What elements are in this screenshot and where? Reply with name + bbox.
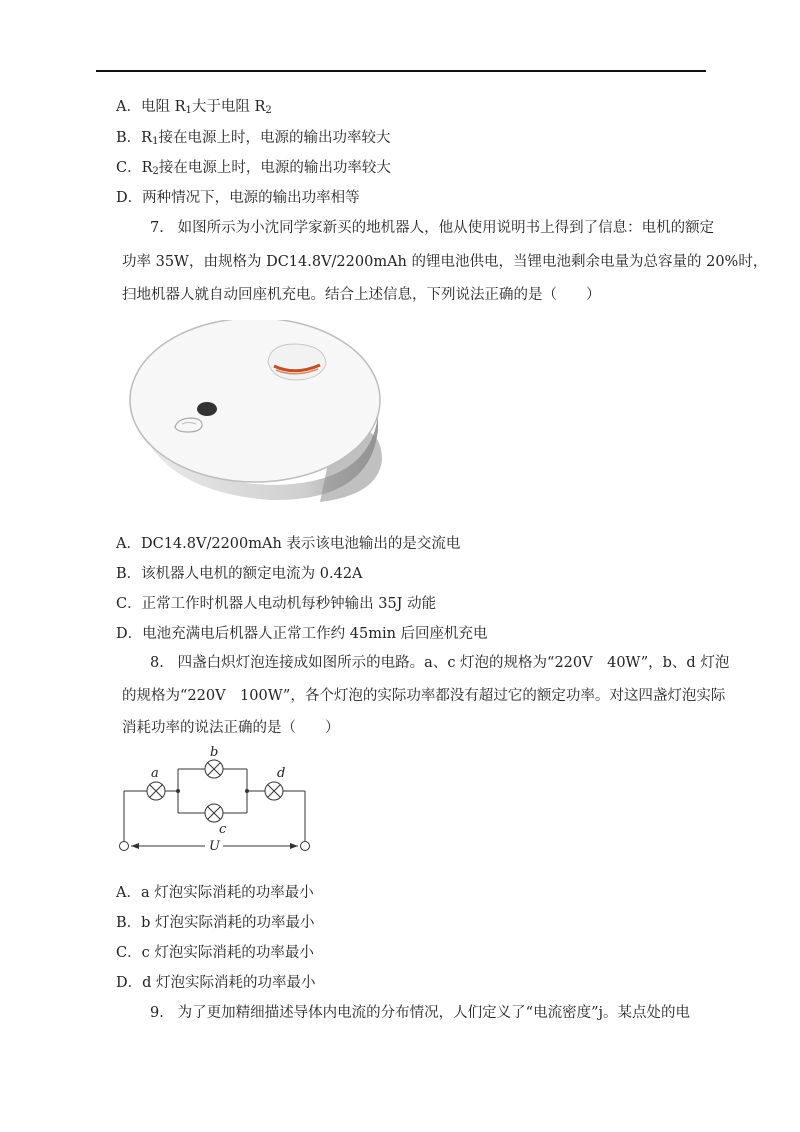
q7-stem-line-3: 扫地机器人就自动回座机充电。结合上述信息，下列说法正确的是（ ） — [122, 287, 601, 303]
q8-stem-line-3: 消耗功率的说法正确的是（ ） — [122, 720, 340, 736]
header-rule — [96, 70, 706, 72]
q7-option-d: D．电池充满电后机器人正常工作约 45min 后回座机充电 — [116, 626, 488, 642]
robot-vacuum-figure — [120, 320, 390, 510]
q7-stem-line-1: 7. 如图所示为小沈同学家新买的地机器人，他从使用说明书上得到了信息：电机的额定 — [150, 220, 715, 236]
q7-option-c: C．正常工作时机器人电动机每秒钟输出 35J 动能 — [116, 596, 437, 612]
q8-option-b: B．b 灯泡实际消耗的功率最小 — [116, 915, 315, 931]
q6-option-c: C．$R_2$接在电源上时，电源的输出功率较大 — [116, 160, 391, 177]
q8-stem-line-1: 8. 四盏白炽灯泡连接成如图所示的电路。a、c 灯泡的规格为“220V 40W”，b、d 灯泡 — [150, 655, 730, 671]
q8-option-c: C．c 灯泡实际消耗的功率最小 — [116, 945, 314, 961]
q7-option-b: B．该机器人电机的额定电流为 0.42A — [116, 566, 363, 582]
q9-stem-line-1: 9. 为了更加精细描述导体内电流的分布情况，人们定义了“电流密度”j。某点处的电 — [150, 1005, 690, 1021]
lamp-a-label: a — [151, 766, 159, 781]
q7-stem-line-2: 功率 35W，由规格为 DC14.8V/2200mAh 的锂电池供电，当锂电池剩余电量为总容量的 20%时， — [122, 254, 768, 270]
q8-option-d: D．d 灯泡实际消耗的功率最小 — [116, 975, 316, 991]
q6-option-b: B．$R_1$接在电源上时，电源的输出功率较大 — [116, 130, 391, 147]
circuit-diagram — [115, 745, 320, 860]
q7-option-a: A．DC14.8V/2200mAh 表示该电池输出的是交流电 — [116, 536, 461, 552]
voltage-u-label: U — [209, 839, 220, 854]
q6-option-a: A．电阻 $R_1$大于电阻 $R_2$ — [116, 99, 272, 116]
q8-option-a: A．a 灯泡实际消耗的功率最小 — [116, 885, 314, 901]
lamp-c-label: c — [219, 822, 227, 837]
q8-stem-line-2: 的规格为“220V 100W”，各个灯泡的实际功率都没有超过它的额定功率。对这四盏灯泡实际 — [122, 688, 726, 704]
lamp-d-label: d — [277, 766, 286, 781]
q6-option-d: D．两种情况下，电源的输出功率相等 — [116, 190, 360, 206]
lamp-b-label: b — [210, 745, 219, 760]
